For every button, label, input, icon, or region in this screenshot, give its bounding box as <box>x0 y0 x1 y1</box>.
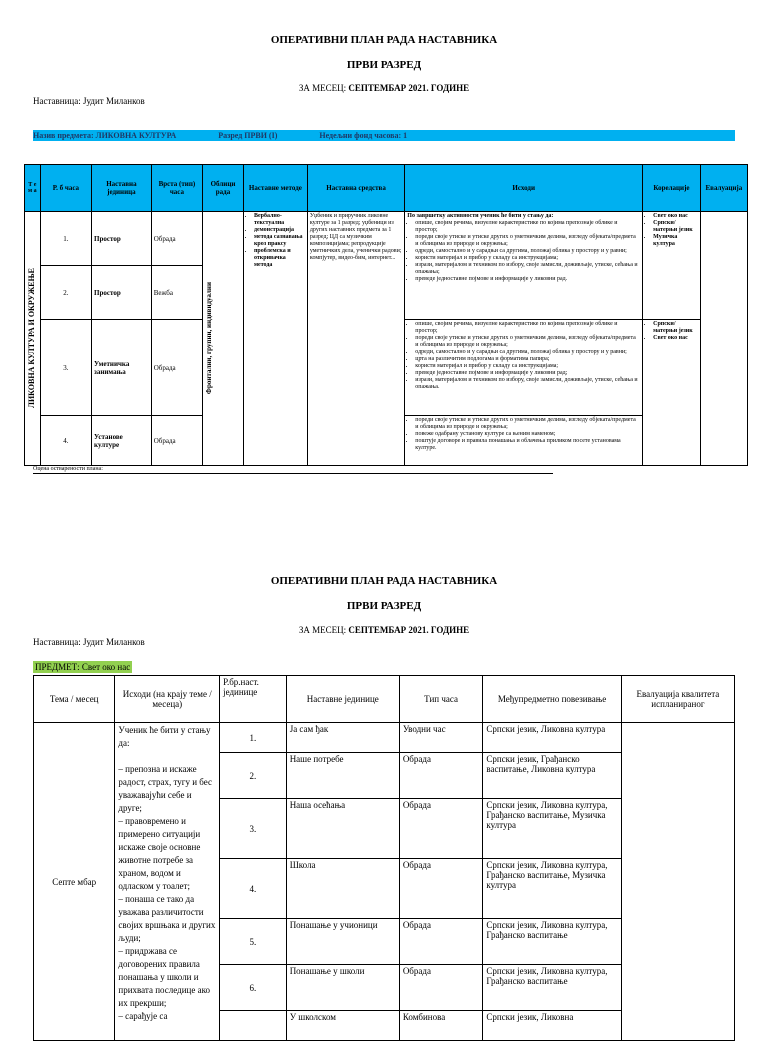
row-unit: Понашање у учионици <box>286 919 399 965</box>
header-means: Наставна средства <box>307 165 404 212</box>
methods-cell: • Вербално-текстуална • демонстрација • метода сазнавања кроз праксу • проблемска и откривачка метода <box>243 212 307 466</box>
outcomes-cell: Ученик ће бити у стању да: – препозна и искаже радост, страх, тугу и бес уважавајући себе и друге; – правовремено и примерено ситуацији искаже своје основне животне потребе за храном, водом и одласком у тоалет; – понаша се тако да уважава различитости својих вршњака и других људи; – придржава се договорених правила понашања у школи и прихвата последице ако их прекрши; – сарађује са <box>115 723 220 1041</box>
row-crosscurricular: Српски језик, Ликовна култура, Грађанско васпитање <box>483 965 622 1011</box>
header-lesson-type: Тип часа <box>399 676 483 723</box>
row-number: 4. <box>220 859 287 919</box>
row-number: 1. <box>220 723 287 753</box>
header-theme-month: Тема / месец <box>34 676 115 723</box>
row-number: 3. <box>220 799 287 859</box>
page2-title: ОПЕРАТИВНИ ПЛАН РАДА НАСТАВНИКА <box>270 575 498 587</box>
header-crosscurricular: Међупредметно повезивање <box>483 676 622 723</box>
row-crosscurricular: Српски језик, Ликовна култура <box>483 723 622 753</box>
page1-month: ЗА МЕСЕЦ: СЕПТЕМБАР 2021. ГОДИНЕ <box>298 83 470 93</box>
header-quality-evaluation: Евалуација квалитета испланираног <box>621 676 734 723</box>
row-type: Обрада <box>399 919 483 965</box>
row-type: Обрада <box>399 965 483 1011</box>
table-row <box>34 723 735 753</box>
row-crosscurricular: Српски језик, Ликовна <box>483 1011 622 1041</box>
header-number: Р. б часа <box>40 165 91 212</box>
row-type: Уводни час <box>399 723 483 753</box>
page2-teacher: Наставница: Јудит Миланков <box>33 637 145 647</box>
header-type: Врста (тип) часа <box>151 165 202 212</box>
header-evaluation: Евалуација <box>700 165 747 212</box>
page1-teacher: Наставница: Јудит Миланков <box>33 96 145 106</box>
row-unit: Простор <box>92 212 152 266</box>
outcomes-cell-3: • опише, својим речима, визуелне карактеристике по којима препознаје облике и простор; • пореди своје утиске и утиске других о уметничким делима, изгледу објеката/предмета и облицима из природе и окружења; • одреди, самостално и у сарадњи са другима, положај облика у простору и у равни; • црта на различитим подлогама и форматима папира; • користи материјал и прибор у складу са инструкцијама; • преведе једноставне појмове и информације у ликовни рад; • изрази, материјалом и техником по избору, своје замисли, доживљаје, утиске, сећања и опажања. <box>405 320 643 416</box>
page2-grade: ПРВИ РАЗРЕД <box>346 600 422 612</box>
plan-table-art <box>24 164 748 466</box>
header-unit: Наставна јединица <box>92 165 152 212</box>
header-outcomes: Исходи (на крају теме / месеца) <box>115 676 220 723</box>
row-unit: Простор <box>92 266 152 320</box>
row-type: Обрада <box>399 859 483 919</box>
row-number <box>220 1011 287 1041</box>
subject-bar <box>33 130 735 141</box>
row-unit: У школском <box>286 1011 399 1041</box>
correlations-cell-3: • Српски/матерњи језик • Свет око нас <box>643 320 701 466</box>
row-type: Комбинова <box>399 1011 483 1041</box>
page1-title: ОПЕРАТИВНИ ПЛАН РАДА НАСТАВНИКА <box>270 34 498 46</box>
plan-table-nature <box>33 675 735 1041</box>
work-forms-cell: Фронтални, групни, индивидуални <box>203 212 244 466</box>
correlations-cell-1: • Свет око нас • Српски/матерњи језик • Музичка култура <box>643 212 701 320</box>
row-type: Обрада <box>399 799 483 859</box>
page2-subject: ПРЕДМЕТ: Свет око нас <box>35 662 131 672</box>
header-units: Наставне јединице <box>286 676 399 723</box>
plan-evaluation-line: Оцена остварености плана: <box>33 466 553 474</box>
row-number: 2. <box>40 266 91 320</box>
row-number: 4. <box>40 416 91 466</box>
means-cell: Уџбеник и приручник ликовне културе за 1 разред; уџбеници из других наставних предмета за 1 разред; ЦД са музичким композицијама; репродукције уметничких дела, ученички радови; компјутер, видео-бим, интернет... <box>307 212 404 466</box>
row-number: 1. <box>40 212 91 266</box>
month-cell: Септе мбар <box>34 723 115 1041</box>
row-number: 5. <box>220 919 287 965</box>
row-unit: Школа <box>286 859 399 919</box>
row-crosscurricular: Српски језик, Ликовна култура, Грађанско васпитање, Музичка култура <box>483 799 622 859</box>
page2-month: ЗА МЕСЕЦ: СЕПТЕМБАР 2021. ГОДИНЕ <box>298 625 470 635</box>
row-unit: Наше потребе <box>286 753 399 799</box>
header-correlations: Корелације <box>643 165 701 212</box>
row-number: 2. <box>220 753 287 799</box>
row-crosscurricular: Српски језик, Грађанско васпитање, Ликовна култура <box>483 753 622 799</box>
row-unit: Установе културе <box>92 416 152 466</box>
outcomes-cell-1: По завршетку активности ученик ће бити у стању да: • опише, својим речима, визуелне карактеристике по којима препознаје облике и простор; • пореди своје утиске и утиске других о уметничким делима, изгледу објеката/предмета и облицима из природе и окружења; • одреди, самостално и у сарадњи са другима, положај облика у простору и у равни; • користи материјал и прибор у складу са инструкцијама; • изрази, материјалом и техником по избору, своје замисли, доживљаје, утиске, сећања и опажања; • преведе једноставне појмове и информације у ликовни рад. <box>405 212 643 320</box>
table-row <box>25 212 748 266</box>
row-unit: Ја сам ђак <box>286 723 399 753</box>
row-unit: Уметничка занимања <box>92 320 152 416</box>
header-theme: Т е м а <box>25 165 41 212</box>
quality-evaluation-cell <box>621 723 734 1041</box>
bar-grade: Разред ПРВИ (I) <box>218 131 278 140</box>
row-unit: Наша осећања <box>286 799 399 859</box>
bar-hours: Недељни фонд часова: 1 <box>319 131 408 140</box>
header-unit-number: Р.бр.наст. јединице <box>220 676 287 723</box>
row-type: Обрада <box>151 212 202 266</box>
outcomes-cell-4: • пореди своје утиске и утиске других о уметничким делима, изгледу објеката/предмета и облицима из природе и окружења; • повеже одабрану установу културе са њеним наменом; • поштује договоре и правила понашања и облачења приликом посете установама културе. <box>405 416 643 466</box>
row-number: 6. <box>220 965 287 1011</box>
page1-grade: ПРВИ РАЗРЕД <box>346 59 422 71</box>
row-number: 3. <box>40 320 91 416</box>
header-forms: Облици рада <box>203 165 244 212</box>
evaluation-cell <box>700 212 747 466</box>
row-unit: Понашање у школи <box>286 965 399 1011</box>
bar-subject: Назив предмета: ЛИКОВНА КУЛТУРА <box>33 131 177 140</box>
theme-cell: ЛИКОВНА КУЛТУРА И ОКРУЖЕЊЕ <box>25 212 41 466</box>
row-type: Вежба <box>151 266 202 320</box>
header-methods: Наставне методе <box>243 165 307 212</box>
row-type: Обрада <box>151 416 202 466</box>
header-outcomes: Исходи <box>405 165 643 212</box>
row-crosscurricular: Српски језик, Ликовна култура, Грађанско васпитање, Музичка култура <box>483 859 622 919</box>
row-crosscurricular: Српски језик, Ликовна култура, Грађанско васпитање <box>483 919 622 965</box>
row-type: Обрада <box>151 320 202 416</box>
row-type: Обрада <box>399 753 483 799</box>
